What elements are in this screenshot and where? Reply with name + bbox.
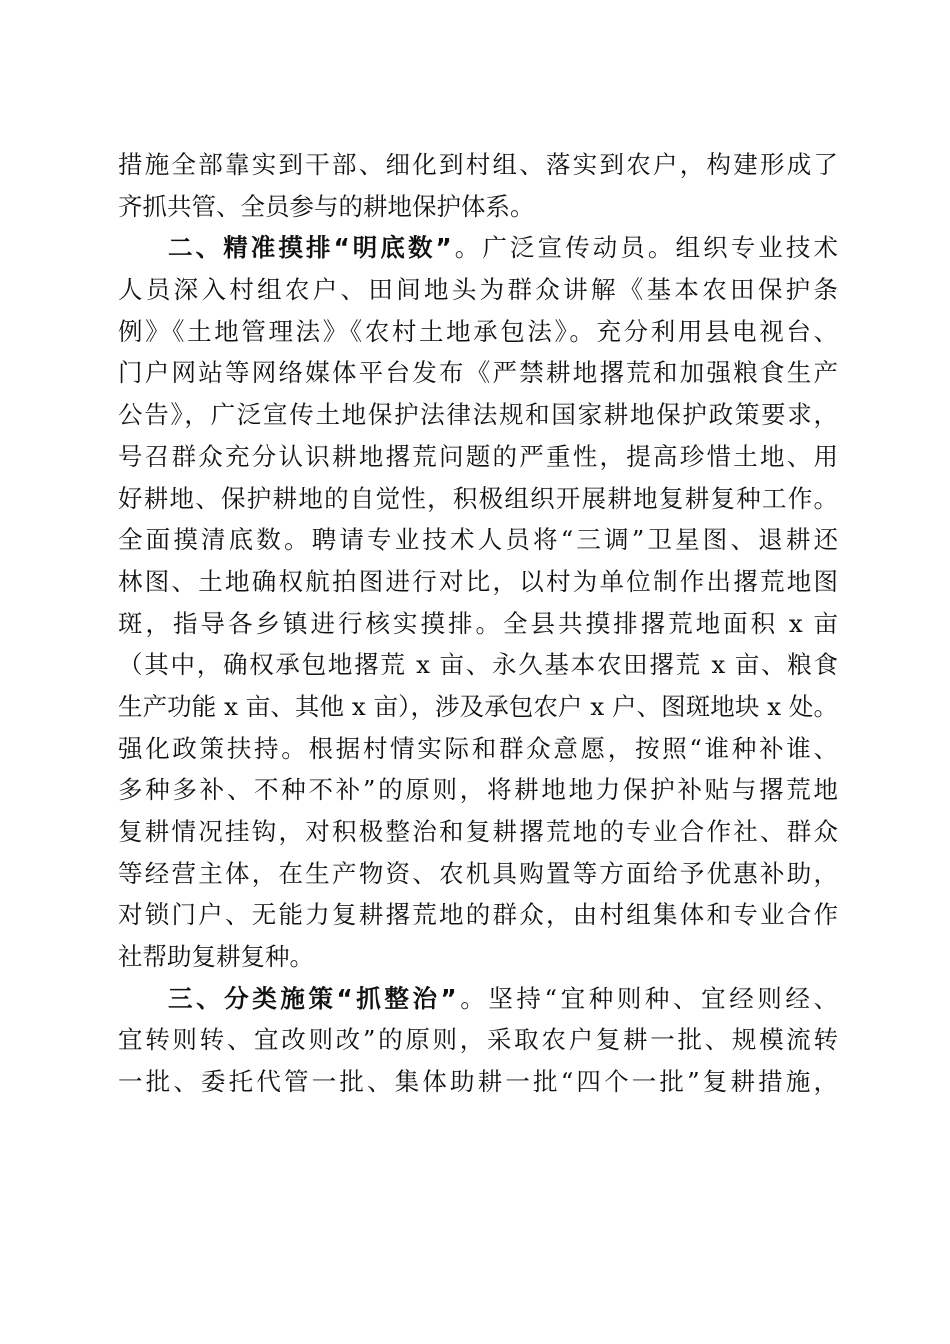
text-line: 强化政策扶持。根据村情实际和群众意愿，按照“谁种补谁、 — [118, 733, 838, 763]
text-line: （其中，确权承包地撂荒 x 亩、永久基本农田撂荒 x 亩、粮食 — [118, 650, 838, 680]
text-line: 齐抓共管、全员参与的耕地保护体系。 — [118, 191, 535, 221]
section-lead-text: 。广泛宣传动员。组织专业技术 — [451, 233, 838, 263]
section-heading: 二、精准摸排“明底数” — [168, 233, 452, 263]
text-line: 好耕地、保护耕地的自觉性，积极组织开展耕地复耕复种工作。 — [118, 483, 838, 513]
text-line: 号召群众充分认识耕地撂荒问题的严重性，提高珍惜土地、用 — [118, 441, 838, 471]
section-lead-line — [118, 227, 838, 269]
text-line: 全面摸清底数。聘请专业技术人员将“三调”卫星图、退耕还 — [118, 525, 838, 555]
text-line: 社帮助复耕复种。 — [118, 942, 314, 972]
text-line: 复耕情况挂钩，对积极整治和复耕撂荒地的专业合作社、群众 — [118, 817, 838, 846]
text-line: 人员深入村组农户、田间地头为群众讲解《基本农田保护条 — [118, 275, 838, 305]
text-line: 门户网站等网络媒体平台发布《严禁耕地撂荒和加强粮食生产 — [118, 358, 838, 388]
text-line: 一批、委托代管一批、集体助耕一批“四个一批”复耕措施， — [118, 1067, 838, 1097]
text-line: 多种多补、不种不补”的原则，将耕地地力保护补贴与撂荒地 — [118, 775, 838, 805]
text-line: 例》《土地管理法》《农村土地承包法》。充分利用县电视台、 — [118, 316, 838, 346]
text-line: 斑，指导各乡镇进行核实摸排。全县共摸排撂荒地面积 x 亩 — [118, 608, 838, 638]
section-heading: 三、分类施策“抓整治” — [168, 983, 457, 1013]
text-line: 公告》，广泛宣传土地保护法律法规和国家耕地保护政策要求， — [118, 400, 838, 430]
document-page — [118, 144, 838, 1103]
section-lead-line — [118, 978, 838, 1020]
text-line: 宜转则转、宜改则改”的原则，采取农户复耕一批、规模流转 — [118, 1025, 838, 1055]
text-line: 生产功能 x 亩、其他 x 亩），涉及承包农户 x 户、图斑地块 x 处。 — [118, 691, 838, 721]
text-line: 林图、土地确权航拍图进行对比，以村为单位制作出撂荒地图 — [118, 566, 838, 596]
text-line: 措施全部靠实到干部、细化到村组、落实到农户，构建形成了 — [118, 150, 838, 179]
text-line: 对锁门户、无能力复耕撂荒地的群众，由村组集体和专业合作 — [118, 900, 838, 930]
section-lead-text: 。坚持“宜种则种、宜经则经、 — [456, 983, 838, 1013]
text-line: 等经营主体，在生产物资、农机具购置等方面给予优惠补助， — [118, 858, 838, 888]
